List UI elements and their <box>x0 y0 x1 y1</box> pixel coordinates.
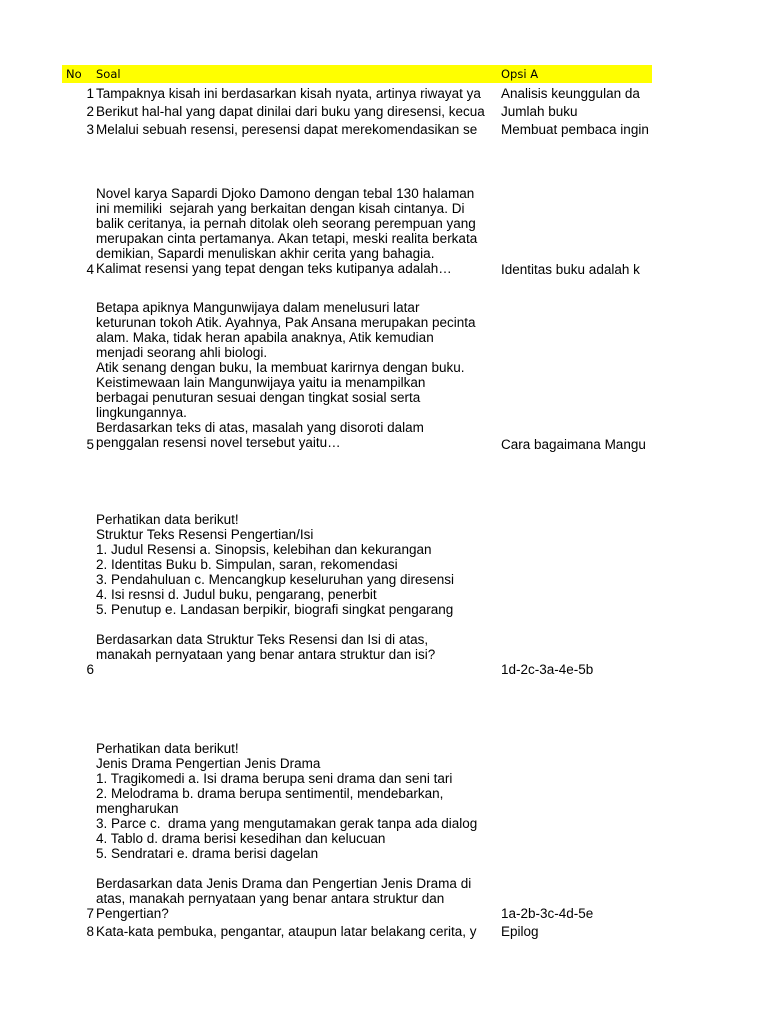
row-6-question: Perhatikan data berikut! Struktur Teks Resensi Pengertian/Isi 1. Judul Resensi a. Sinopsis, kelebihan dan kekurangan 2. Identitas Buku b. Simpulan, saran, rekomendasi 3. Pendahuluan c. Mencangkup keseluruhan yang diresensi 4. Isi resnsi d. Judul buku, pengarang, penerbit 5. Penutup e. Landasan berpikir, biografi singkat pengarang Berdasarkan data Struktur Teks Resensi dan Isi di atas, manakah pernyataan yang benar antara struktur dan isi? <box>96 512 454 662</box>
row-1-option-a: Analisis keunggulan da <box>501 86 640 101</box>
row-3-option-a: Membuat pembaca ingin <box>501 122 649 137</box>
row-3-number: 3 <box>86 122 94 137</box>
row-5-number: 5 <box>86 437 94 452</box>
row-2-number: 2 <box>86 104 94 119</box>
row-2-option-a: Jumlah buku <box>501 104 578 119</box>
row-6-number: 6 <box>86 662 94 677</box>
row-8-number: 8 <box>86 924 94 939</box>
row-7-question: Perhatikan data berikut! Jenis Drama Pengertian Jenis Drama 1. Tragikomedi a. Isi drama berupa seni drama dan seni tari 2. Melodrama b. drama berupa sentimentil, mendebarkan, mengharukan 3. Parce c. drama yang mengutamakan gerak tanpa ada dialog 4. Tablo d. drama berisi kesedihan dan kelucuan 5. Sendratari e. drama berisi dagelan Berdasarkan data Jenis Drama dan Pengertian Jenis Drama di atas, manakah pernyataan yang benar antara struktur dan Pengertian? <box>96 741 478 921</box>
row-6-option-a: 1d-2c-3a-4e-5b <box>501 662 594 677</box>
row-4-number: 4 <box>86 262 94 277</box>
row-2-question: Berikut hal-hal yang dapat dinilai dari buku yang diresensi, kecua <box>96 104 485 119</box>
row-5-option-a: Cara bagaimana Mangu <box>501 437 646 452</box>
row-3-question: Melalui sebuah resensi, peresensi dapat merekomendasikan se <box>96 122 478 137</box>
header-soal: Soal <box>96 67 121 81</box>
header-no: No <box>66 67 82 81</box>
row-8-option-a: Epilog <box>501 924 539 939</box>
row-1-number: 1 <box>86 86 94 101</box>
row-4-option-a: Identitas buku adalah k <box>501 262 640 277</box>
row-4-question: Novel karya Sapardi Djoko Damono dengan tebal 130 halaman ini memiliki sejarah yang berkaitan dengan kisah cintanya. Di balik ceritanya, ia pernah ditolak oleh seorang perempuan yang merupakan cinta pertamanya. Akan tetapi, meski realita berkata demikian, Sapardi menuliskan akhir cerita yang bahagia. Kalimat resensi yang tepat dengan teks kutipanya adalah… <box>96 186 478 276</box>
row-5-question: Betapa apiknya Mangunwijaya dalam menelusuri latar keturunan tokoh Atik. Ayahnya, Pak Ansana merupakan pecinta alam. Maka, tidak heran apabila anaknya, Atik kemudian menjadi seorang ahli biologi. Atik senang dengan buku, Ia membuat karirnya dengan buku. Keistimewaan lain Mangunwijaya yaitu ia menampilkan berbagai penuturan sesuai dengan tingkat sosial serta lingkungannya. Berdasarkan teks di atas, masalah yang disoroti dalam penggalan resensi novel tersebut yaitu… <box>96 300 476 450</box>
row-7-number: 7 <box>86 906 94 921</box>
header-row <box>62 65 652 83</box>
row-1-question: Tampaknya kisah ini berdasarkan kisah nyata, artinya riwayat ya <box>96 86 481 101</box>
row-7-option-a: 1a-2b-3c-4d-5e <box>501 906 594 921</box>
row-8-question: Kata-kata pembuka, pengantar, ataupun latar belakang cerita, y <box>96 924 477 939</box>
header-opsi-a: Opsi A <box>501 67 539 81</box>
